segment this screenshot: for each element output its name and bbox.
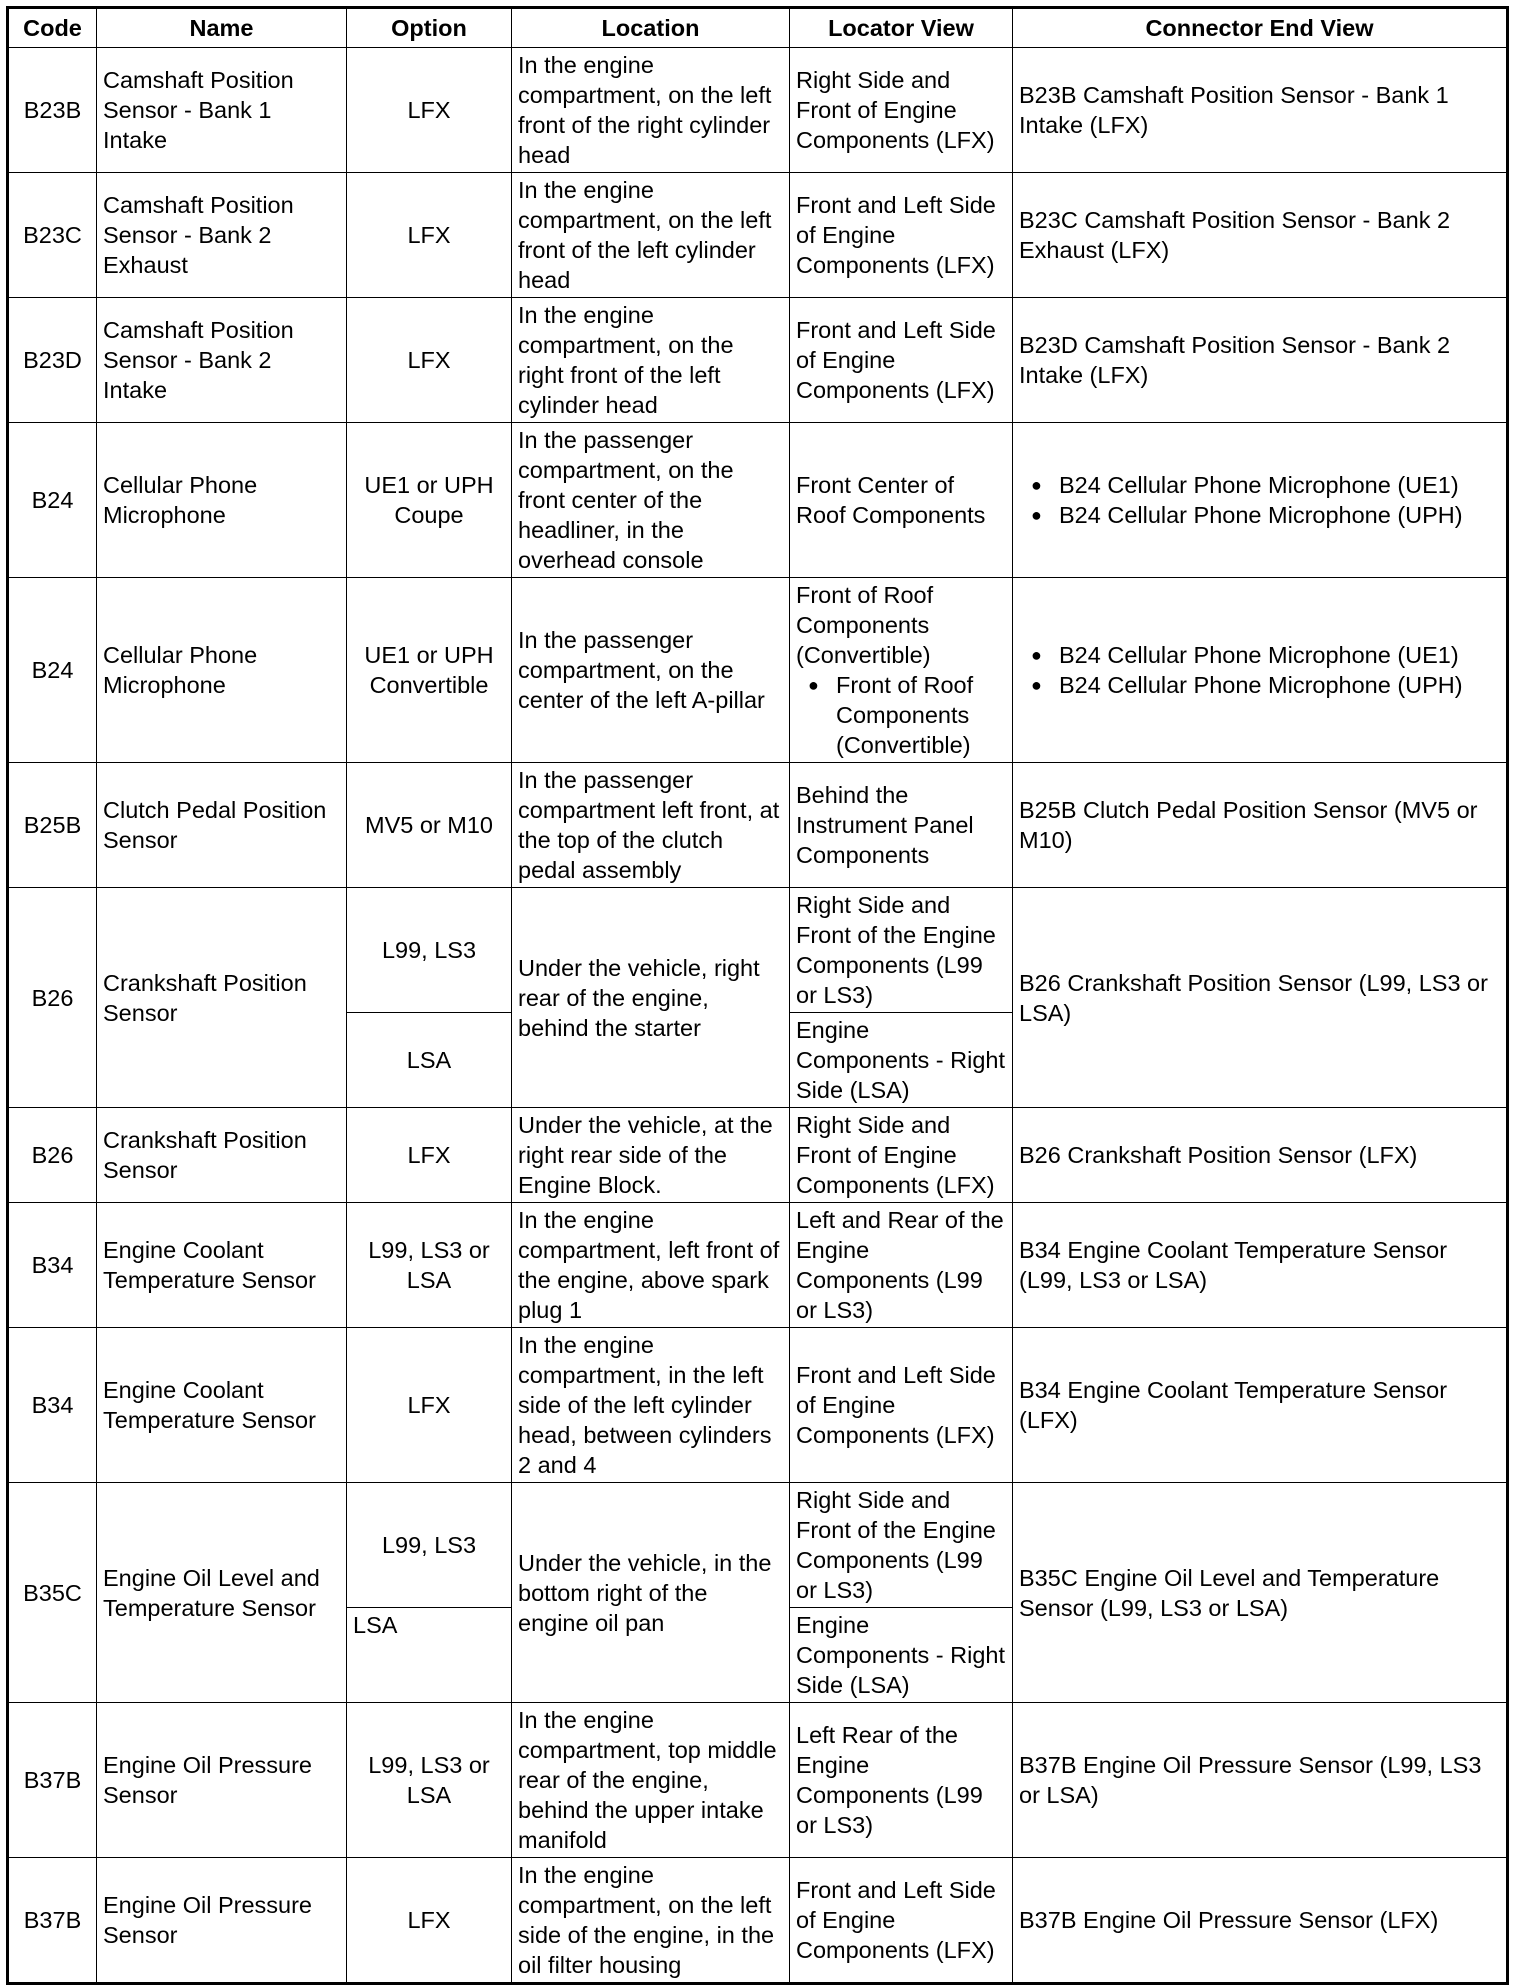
code-cell: B24 (8, 423, 97, 578)
location-cell: In the engine compartment, top middle rear of the engine, behind the upper intake manifold (512, 1703, 790, 1858)
name-cell: Camshaft Position Sensor - Bank 1 Intake (97, 48, 347, 173)
name-cell: Camshaft Position Sensor - Bank 2 Intake (97, 298, 347, 423)
location-cell: Under the vehicle, at the right rear side of the Engine Block. (512, 1108, 790, 1203)
header-code: Code (8, 8, 97, 48)
location-cell: In the engine compartment, in the left side of the left cylinder head, between cylinders 2 and 4 (512, 1328, 790, 1483)
location-cell: In the engine compartment, on the right front of the left cylinder head (512, 298, 790, 423)
connector-end-view-cell: B26 Crankshaft Position Sensor (L99, LS3 or LSA) (1013, 888, 1508, 1108)
code-cell: B26 (8, 888, 97, 1108)
option-cell: LSA (347, 1013, 512, 1108)
option-cell: LFX (347, 173, 512, 298)
connector-bullet-list (1019, 640, 1500, 700)
connector-bullet-item: ● B24 Cellular Phone Microphone (UE1) (1019, 640, 1500, 670)
header-option: Option (347, 8, 512, 48)
code-cell: B34 (8, 1328, 97, 1483)
connector-bullet-item: ● B24 Cellular Phone Microphone (UPH) (1019, 670, 1500, 700)
connector-end-view-cell: B34 Engine Coolant Temperature Sensor (LFX) (1013, 1328, 1508, 1483)
option-cell: L99, LS3 or LSA (347, 1203, 512, 1328)
code-cell: B23C (8, 173, 97, 298)
name-cell: Crankshaft Position Sensor (97, 1108, 347, 1203)
option-cell: LFX (347, 1858, 512, 1984)
location-cell: In the passenger compartment, on the center of the left A-pillar (512, 578, 790, 763)
option-cell: LFX (347, 1108, 512, 1203)
locator-view-cell: Front Center of Roof Components (790, 423, 1013, 578)
locator-view-cell: Right Side and Front of Engine Components (LFX) (790, 48, 1013, 173)
table-row (8, 1328, 1508, 1483)
code-cell: B24 (8, 578, 97, 763)
code-cell: B25B (8, 763, 97, 888)
option-cell: MV5 or M10 (347, 763, 512, 888)
locator-view-cell: Engine Components - Right Side (LSA) (790, 1013, 1013, 1108)
option-cell: UE1 or UPH Coupe (347, 423, 512, 578)
locator-bullet-item: ● Front of Roof Components (Convertible) (796, 670, 1006, 760)
header-connector-end-view: Connector End View (1013, 8, 1508, 48)
name-cell: Cellular Phone Microphone (97, 423, 347, 578)
connector-end-view-cell: B37B Engine Oil Pressure Sensor (L99, LS3 or LSA) (1013, 1703, 1508, 1858)
locator-view-cell (790, 578, 1013, 763)
option-cell: UE1 or UPH Convertible (347, 578, 512, 763)
header-name: Name (97, 8, 347, 48)
code-cell: B37B (8, 1858, 97, 1984)
table-row (8, 1703, 1508, 1858)
code-cell: B23B (8, 48, 97, 173)
name-cell: Engine Oil Pressure Sensor (97, 1703, 347, 1858)
location-cell: In the passenger compartment left front, at the top of the clutch pedal assembly (512, 763, 790, 888)
table-row (8, 48, 1508, 173)
connector-end-view-cell: B26 Crankshaft Position Sensor (LFX) (1013, 1108, 1508, 1203)
locator-view-cell: Front and Left Side of Engine Components (LFX) (790, 173, 1013, 298)
table-row (8, 1858, 1508, 1984)
header-location: Location (512, 8, 790, 48)
locator-view-cell: Right Side and Front of Engine Components (LFX) (790, 1108, 1013, 1203)
option-cell: L99, LS3 (347, 888, 512, 1013)
location-cell: In the engine compartment, left front of the engine, above spark plug 1 (512, 1203, 790, 1328)
name-cell: Camshaft Position Sensor - Bank 2 Exhaust (97, 173, 347, 298)
connector-end-view-cell (1013, 578, 1508, 763)
connector-end-view-cell: B23D Camshaft Position Sensor - Bank 2 Intake (LFX) (1013, 298, 1508, 423)
component-locator-table (6, 6, 1509, 1985)
table-row (8, 578, 1508, 763)
connector-end-view-cell: B23B Camshaft Position Sensor - Bank 1 Intake (LFX) (1013, 48, 1508, 173)
name-cell: Engine Oil Pressure Sensor (97, 1858, 347, 1984)
locator-view-cell: Left and Rear of the Engine Components (L99 or LS3) (790, 1203, 1013, 1328)
locator-view-cell: Engine Components - Right Side (LSA) (790, 1608, 1013, 1703)
name-cell: Cellular Phone Microphone (97, 578, 347, 763)
connector-end-view-cell: B25B Clutch Pedal Position Sensor (MV5 or M10) (1013, 763, 1508, 888)
connector-end-view-cell (1013, 423, 1508, 578)
code-cell: B26 (8, 1108, 97, 1203)
location-cell: In the engine compartment, on the left front of the right cylinder head (512, 48, 790, 173)
location-cell: In the engine compartment, on the left front of the left cylinder head (512, 173, 790, 298)
table-row (8, 423, 1508, 578)
connector-bullet-item: ● B24 Cellular Phone Microphone (UE1) (1019, 470, 1500, 500)
option-cell: L99, LS3 or LSA (347, 1703, 512, 1858)
name-cell: Engine Oil Level and Temperature Sensor (97, 1483, 347, 1703)
name-cell: Engine Coolant Temperature Sensor (97, 1203, 347, 1328)
name-cell: Crankshaft Position Sensor (97, 888, 347, 1108)
table-row (8, 1108, 1508, 1203)
locator-view-cell: Left Rear of the Engine Components (L99 or LS3) (790, 1703, 1013, 1858)
option-cell: LFX (347, 298, 512, 423)
table-row (8, 888, 1508, 1013)
locator-view-cell: Right Side and Front of the Engine Components (L99 or LS3) (790, 888, 1013, 1013)
table-row (8, 1203, 1508, 1328)
header-row (8, 8, 1508, 48)
option-cell: L99, LS3 (347, 1483, 512, 1608)
name-cell: Clutch Pedal Position Sensor (97, 763, 347, 888)
name-cell: Engine Coolant Temperature Sensor (97, 1328, 347, 1483)
header-locator-view: Locator View (790, 8, 1013, 48)
code-cell: B35C (8, 1483, 97, 1703)
code-cell: B37B (8, 1703, 97, 1858)
option-cell: LFX (347, 1328, 512, 1483)
code-cell: B23D (8, 298, 97, 423)
connector-bullet-list (1019, 470, 1500, 530)
locator-bullet-list (796, 670, 1006, 760)
locator-view-cell: Front and Left Side of Engine Components (LFX) (790, 1328, 1013, 1483)
locator-view-cell: Front and Left Side of Engine Components (LFX) (790, 1858, 1013, 1984)
location-cell: In the engine compartment, on the left side of the engine, in the oil filter housing (512, 1858, 790, 1984)
connector-bullet-item: ● B24 Cellular Phone Microphone (UPH) (1019, 500, 1500, 530)
connector-end-view-cell: B37B Engine Oil Pressure Sensor (LFX) (1013, 1858, 1508, 1984)
option-cell: LFX (347, 48, 512, 173)
locator-view-text: Front of Roof Components (Convertible) (796, 582, 934, 668)
location-cell: Under the vehicle, right rear of the engine, behind the starter (512, 888, 790, 1108)
connector-end-view-cell: B34 Engine Coolant Temperature Sensor (L99, LS3 or LSA) (1013, 1203, 1508, 1328)
connector-end-view-cell: B35C Engine Oil Level and Temperature Sensor (L99, LS3 or LSA) (1013, 1483, 1508, 1703)
table-row (8, 763, 1508, 888)
connector-end-view-cell: B23C Camshaft Position Sensor - Bank 2 Exhaust (LFX) (1013, 173, 1508, 298)
table-row (8, 298, 1508, 423)
table-row (8, 1483, 1508, 1608)
location-cell: In the passenger compartment, on the front center of the headliner, in the overhead console (512, 423, 790, 578)
locator-view-cell: Front and Left Side of Engine Components (LFX) (790, 298, 1013, 423)
locator-view-cell: Right Side and Front of the Engine Components (L99 or LS3) (790, 1483, 1013, 1608)
code-cell: B34 (8, 1203, 97, 1328)
locator-view-cell: Behind the Instrument Panel Components (790, 763, 1013, 888)
location-cell: Under the vehicle, in the bottom right of the engine oil pan (512, 1483, 790, 1703)
option-cell: LSA (347, 1608, 512, 1703)
table-row (8, 173, 1508, 298)
